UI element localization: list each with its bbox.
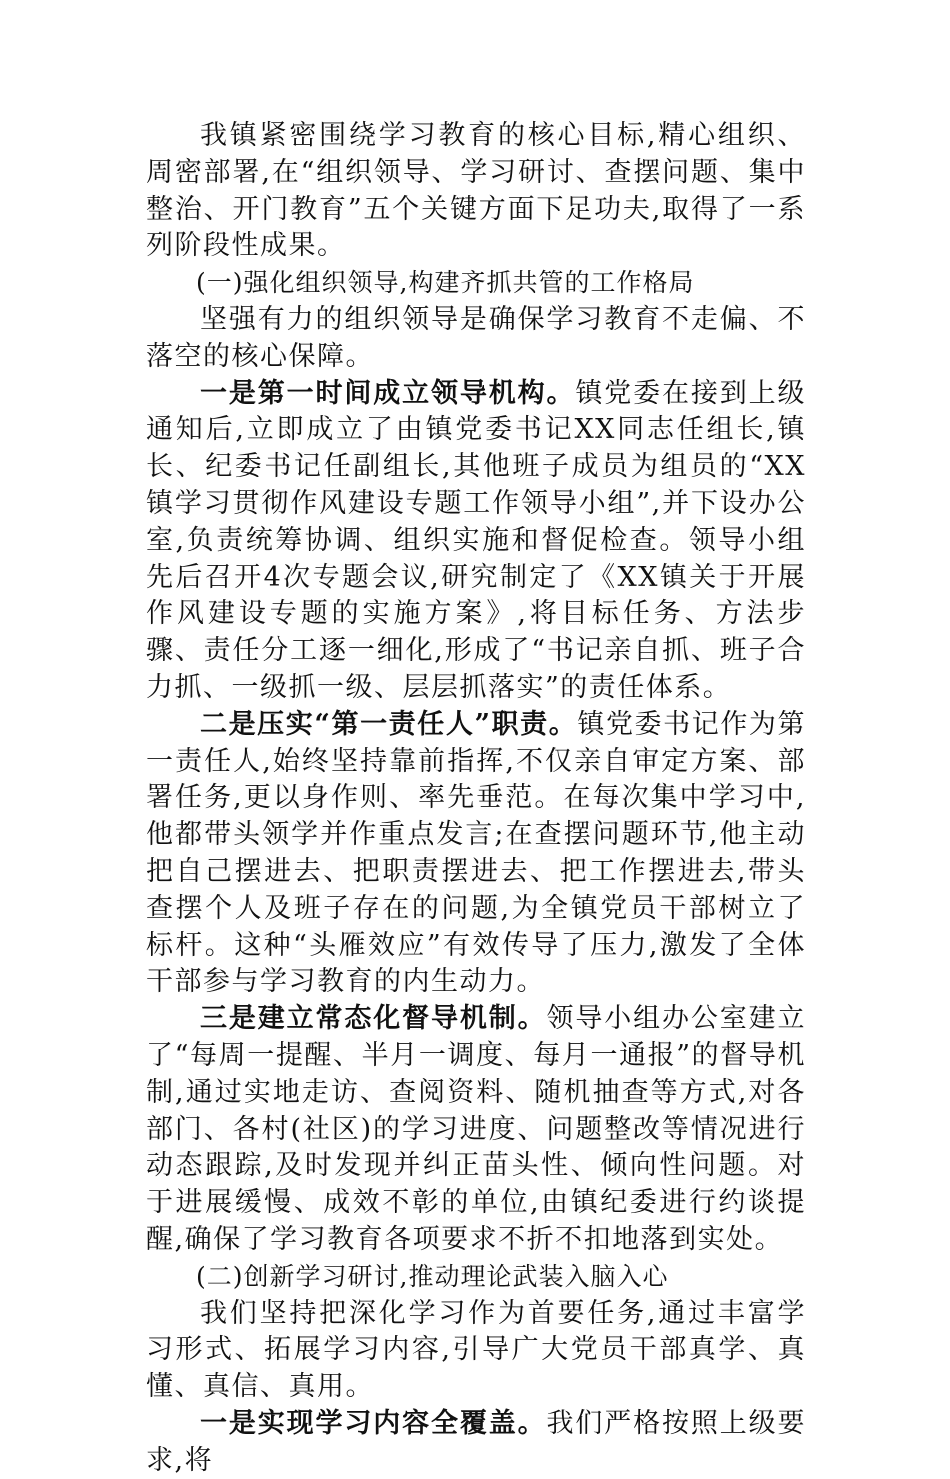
paragraph-text: 镇党委书记作为第一责任人,始终坚持靠前指挥,不仅亲自审定方案、部署任务,更以身作则、率先垂范。在每次集中学习中,他都带头领学并作重点发言;在查摆问题环节,他主动把自己摆进去、把职责摆进去、把工作摆进去,带头查摆个人及班子存在的问题,为全镇党员干部树立了标杆。这种“头雁效应”有效传导了压力,激发了全体干部参与学习教育的内生动力。 [146,708,807,998]
point-paragraph-3 [146,1001,806,1259]
paragraph-text: 领导小组办公室建立了“每周一提醒、半月一调度、每月一通报”的督导机制,通过实地走访、查阅资料、随机抽查等方式,对各部门、各村(社区)的学习进度、问题整改等情况进行动态跟踪,及时发现并纠正苗头性、倾向性问题。对于进展缓慢、成效不彰的单位,由镇纪委进行约谈提醒,确保了学习教育各项要求不折不扣地落到实处。 [146,1003,806,1255]
document-body [146,118,806,1479]
paragraph-lead: 二是压实“第一责任人”职责。 [200,708,578,740]
paragraph-text: 坚强有力的组织领导是确保学习教育不走偏、不落空的核心保障。 [146,303,806,372]
paragraph-lead: 一是实现学习内容全覆盖。 [200,1407,547,1439]
paragraph-text: 我们严格按照上级要求,将 [146,1407,806,1476]
point-paragraph-4 [146,1406,806,1479]
section-heading-2 [146,1259,806,1296]
section-heading-1 [146,265,806,302]
paragraph-text: 镇党委在接到上级通知后,立即成立了由镇党委书记XX同志任组长,镇长、纪委书记任副组长,其他班子成员为组员的“XX镇学习贯彻作风建设专题工作领导小组”,并下设办公室,负责统筹协调、组织实施和督促检查。领导小组先后召开4次专题会议,研究制定了《XX镇关于开展作风建设专题的实施方案》,将目标任务、方法步骤、责任分工逐一细化,形成了“书记亲自抓、班子合力抓、一级抓一级、层层抓落实”的责任体系。 [146,377,806,703]
section-intro-paragraph [146,1296,806,1406]
paragraph-lead: 三是建立常态化督导机制。 [200,1003,547,1035]
paragraph-lead: 一是第一时间成立领导机构。 [200,377,576,409]
heading-text: (二)创新学习研讨,推动理论武装入脑入心 [196,1261,669,1291]
paragraph-text: 我镇紧密围绕学习教育的核心目标,精心组织、周密部署,在“组织领导、学习研讨、查摆问题、集中整治、开门教育”五个关键方面下足功夫,取得了一系列阶段性成果。 [146,120,806,262]
section-intro-paragraph [146,302,806,376]
point-paragraph-2 [146,707,806,1001]
paragraph-text: 我们坚持把深化学习作为首要任务,通过丰富学习形式、拓展学习内容,引导广大党员干部真学、真懂、真信、真用。 [146,1297,806,1403]
heading-text: (一)强化组织领导,构建齐抓共管的工作格局 [196,268,695,298]
point-paragraph-1 [146,376,806,707]
intro-paragraph [146,118,806,265]
